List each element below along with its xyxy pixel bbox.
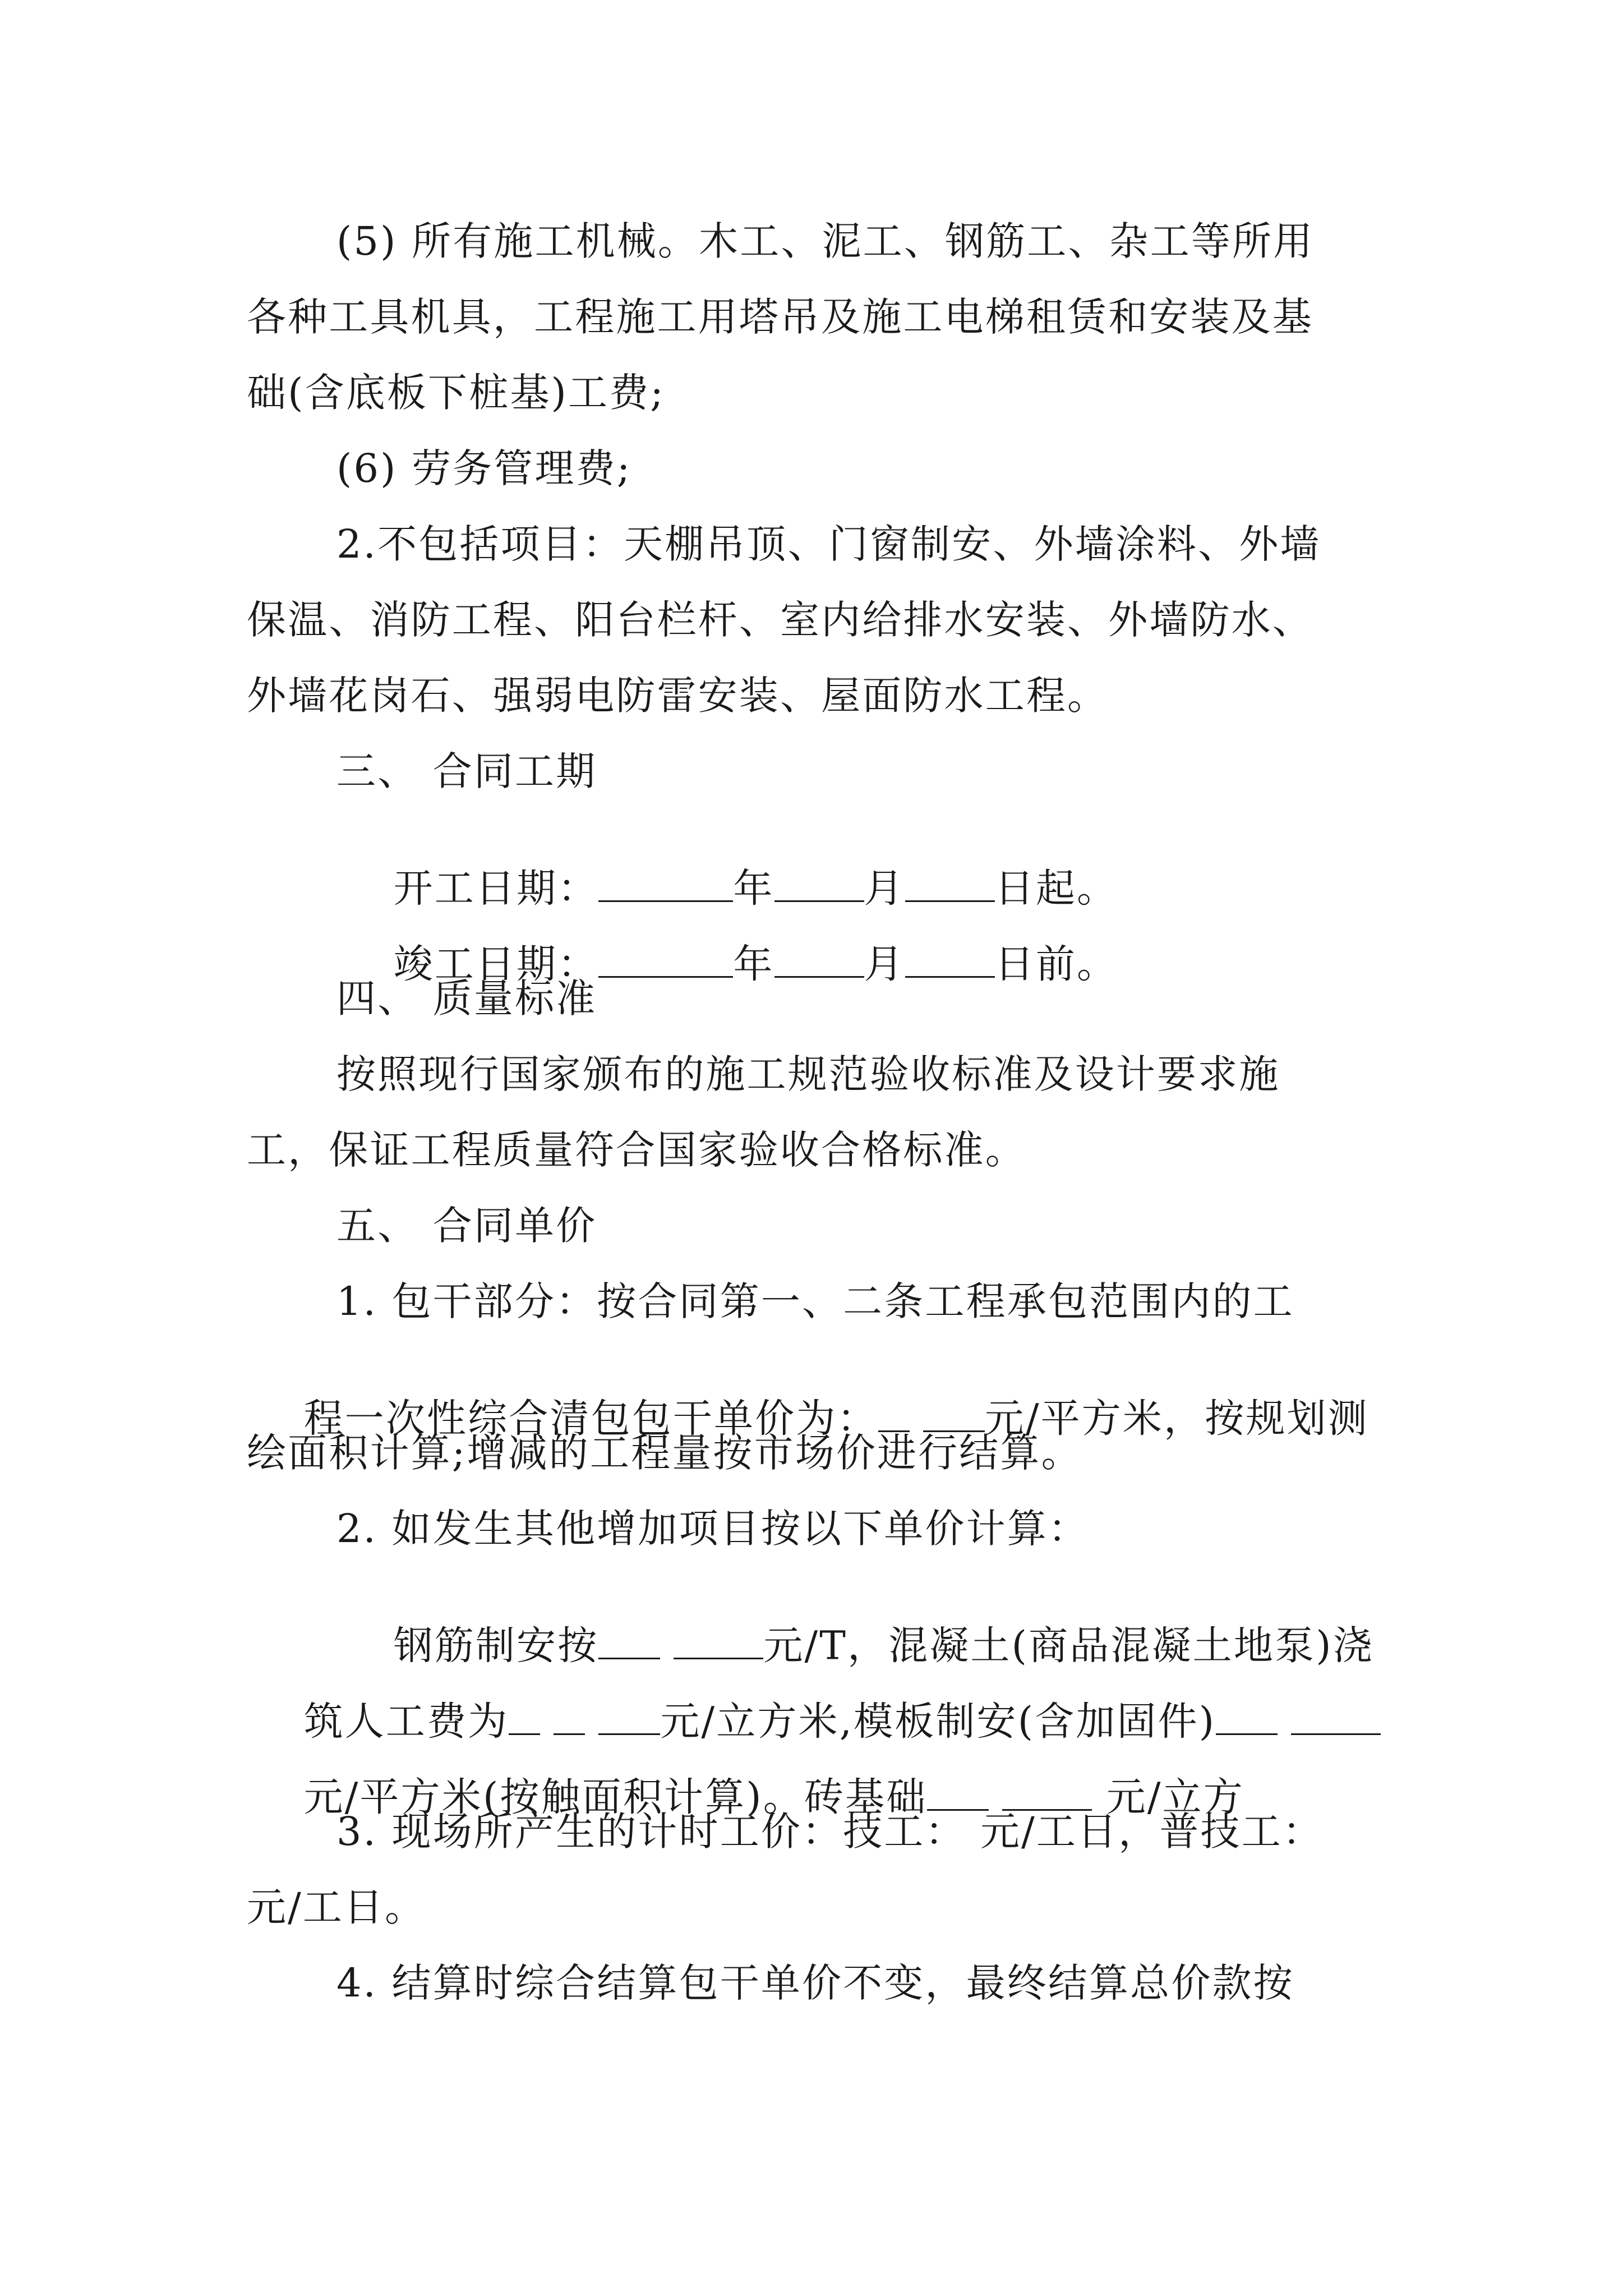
text-line: 保温、消防工程、阳台栏杆、室内给排水安装、外墙防水、 — [247, 597, 1313, 643]
text-line: 元/工日。 — [247, 1884, 426, 1930]
text-line: 绘面积计算;增减的工程量按市场价进行结算。 — [247, 1430, 1082, 1476]
blank — [598, 1624, 660, 1659]
blank — [509, 1700, 540, 1735]
text-line: 1. 包干部分：按合同第一、二条工程承包范围内的工 — [336, 1278, 1294, 1324]
text-line: 各种工具机具，工程施工用塔吊及施工电梯租赁和安装及基 — [247, 294, 1313, 340]
text-line: (6) 劳务管理费; — [336, 445, 632, 491]
blank — [878, 1397, 910, 1432]
month-blank — [774, 942, 864, 978]
year-text: 年 — [733, 941, 774, 987]
rebar-text: 元/T，混凝土(商品混凝土地泵)浇 — [763, 1622, 1374, 1669]
text-line: 2.不包括项目：天棚吊顶、门窗制安、外墙涂料、外墙 — [336, 521, 1321, 567]
blank — [1216, 1700, 1278, 1735]
day-blank — [905, 942, 995, 978]
start-date-label: 开工日期： — [393, 865, 599, 912]
end-date-label: 竣工日期： — [393, 941, 599, 987]
blank — [1002, 1775, 1092, 1811]
section-heading: 三、 合同工期 — [336, 748, 597, 794]
unit-price-text: 程一次性综合清包包干单价为： — [303, 1395, 878, 1442]
text-line: 3. 现场所产生的计时工价：技工： 元/工日，普技工： — [336, 1809, 1324, 1855]
day-text: 日起。 — [994, 865, 1118, 912]
day-blank — [905, 867, 995, 902]
text-line: 工，保证工程质量符合国家验收合格标准。 — [247, 1127, 1026, 1173]
formwork-text: 元/立方 — [1092, 1774, 1244, 1820]
text-line: 按照现行国家颁布的施工规范验收标准及设计要求施 — [336, 1051, 1280, 1097]
year-blank — [598, 867, 733, 902]
text-line: 外墙花岗石、强弱电防雷安装、屋面防水工程。 — [247, 673, 1109, 719]
section-heading: 五、 合同单价 — [336, 1203, 597, 1249]
month-text: 月 — [864, 941, 905, 987]
section-heading: 四、 质量标准 — [336, 976, 597, 1022]
text-line: 础(含底板下桩基)工费; — [247, 370, 666, 416]
day-text: 日前。 — [994, 941, 1118, 987]
text-line: 4. 结算时综合结算包干单价不变，最终结算总价款按 — [336, 1960, 1294, 2006]
labor-text: 元/立方米,模板制安(含加固件) — [660, 1698, 1216, 1745]
month-text: 月 — [864, 865, 905, 912]
blank — [554, 1700, 585, 1735]
text-line: 2. 如发生其他增加项目按以下单价计算： — [336, 1506, 1090, 1552]
blank — [674, 1624, 763, 1659]
blank — [598, 1700, 660, 1735]
rebar-text: 钢筋制安按 — [393, 1622, 599, 1669]
year-text: 年 — [733, 865, 774, 912]
year-blank — [598, 942, 733, 978]
blank — [1291, 1700, 1381, 1735]
blank — [927, 1775, 989, 1811]
formwork-text: 元/平方米(按触面积计算)。砖基础 — [303, 1774, 928, 1820]
unit-price-text: 元/平方米，按规划测 — [984, 1395, 1369, 1442]
text-line: (5) 所有施工机械。木工、泥工、钢筋工、杂工等所用 — [336, 218, 1315, 264]
month-blank — [774, 867, 864, 902]
blank — [923, 1397, 985, 1432]
labor-text: 筑人工费为 — [303, 1698, 509, 1745]
